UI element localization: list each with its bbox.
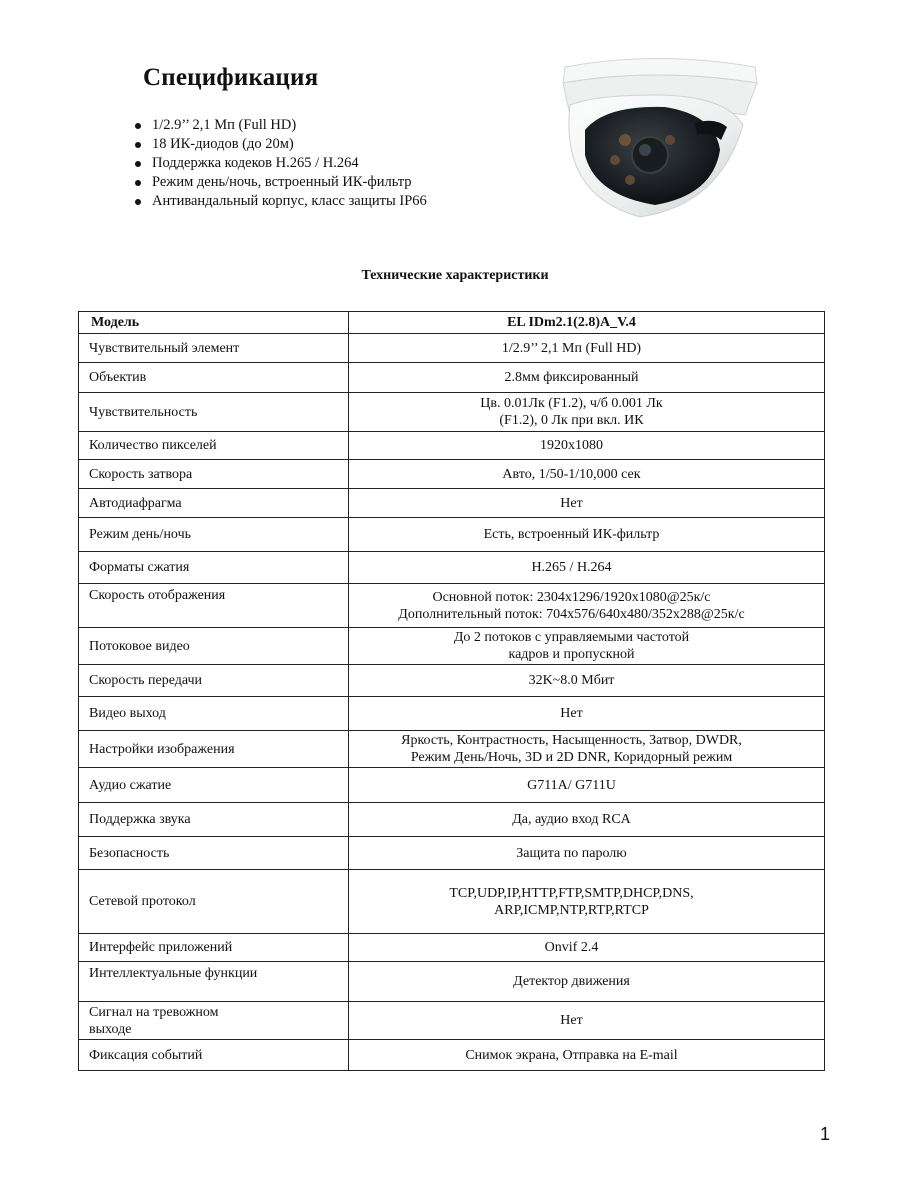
param-value: Детектор движения	[349, 962, 825, 1002]
table-row	[79, 768, 825, 803]
dome-camera-icon	[545, 45, 770, 225]
param-value: TCP,UDP,IP,HTTP,FTP,SMTP,DHCP,DNS, ARP,ICMP,NTP,RTP,RTCP	[349, 870, 825, 934]
page-title: Спецификация	[143, 64, 319, 91]
feature-item	[135, 173, 427, 192]
param-name: Количество пикселей	[79, 432, 349, 460]
param-name: Безопасность	[79, 837, 349, 870]
param-value: G711A/ G711U	[349, 768, 825, 803]
param-name: Поддержка звука	[79, 803, 349, 837]
bullet-icon	[135, 123, 141, 129]
param-name: Сетевой протокол	[79, 870, 349, 934]
param-name: Фиксация событий	[79, 1040, 349, 1071]
param-value: Есть, встроенный ИК-фильтр	[349, 518, 825, 552]
table-row	[79, 1040, 825, 1071]
bullet-icon	[135, 142, 141, 148]
table-row	[79, 432, 825, 460]
param-value: Цв. 0.01Лк (F1.2), ч/б 0.001 Лк (F1.2), 0 Лк при вкл. ИК	[349, 393, 825, 432]
param-name: Сигнал на тревожном выходе	[79, 1002, 349, 1040]
bullet-icon	[135, 180, 141, 186]
feature-text: Поддержка кодеков H.265 / H.264	[152, 155, 359, 171]
table-row	[79, 803, 825, 837]
param-value: Авто, 1/50-1/10,000 сек	[349, 460, 825, 489]
param-name: Интерфейс приложений	[79, 934, 349, 962]
param-name: Чувствительность	[79, 393, 349, 432]
model-value: EL IDm2.1(2.8)A_V.4	[349, 312, 825, 334]
feature-item	[135, 192, 427, 211]
bullet-icon	[135, 199, 141, 205]
param-name: Чувствительный элемент	[79, 334, 349, 363]
table-row	[79, 870, 825, 934]
feature-text: Режим день/ночь, встроенный ИК-фильтр	[152, 174, 412, 190]
param-name: Видео выход	[79, 697, 349, 731]
param-value: 1/2.9’’ 2,1 Мп (Full HD)	[349, 334, 825, 363]
table-row	[79, 628, 825, 665]
feature-list	[135, 116, 427, 211]
feature-item	[135, 135, 427, 154]
param-value: 1920x1080	[349, 432, 825, 460]
param-name: Скорость отображения	[79, 584, 349, 628]
param-value: До 2 потоков с управляемыми частотой кадров и пропускной	[349, 628, 825, 665]
table-header-row	[79, 312, 825, 334]
table-row	[79, 731, 825, 768]
table-row	[79, 489, 825, 518]
feature-item	[135, 154, 427, 173]
param-value: Нет	[349, 489, 825, 518]
feature-text: 18 ИК-диодов (до 20м)	[152, 136, 294, 152]
param-value: Да, аудио вход RCA	[349, 803, 825, 837]
param-name: Режим день/ночь	[79, 518, 349, 552]
table-row	[79, 697, 825, 731]
param-name: Форматы сжатия	[79, 552, 349, 584]
param-value: 32K~8.0 Мбит	[349, 665, 825, 697]
table-row	[79, 962, 825, 1002]
table-row	[79, 334, 825, 363]
param-name: Настройки изображения	[79, 731, 349, 768]
param-name: Потоковое видео	[79, 628, 349, 665]
param-value: Нет	[349, 697, 825, 731]
param-value: Яркость, Контрастность, Насыщенность, Затвор, DWDR, Режим День/Ночь, 3D и 2D DNR, Коридорный режим	[349, 731, 825, 768]
table-row	[79, 934, 825, 962]
param-name: Аудио сжатие	[79, 768, 349, 803]
feature-item	[135, 116, 427, 135]
table-row	[79, 552, 825, 584]
param-name: Интеллектуальные функции	[79, 962, 349, 1002]
param-value: 2.8мм фиксированный	[349, 363, 825, 393]
specs-heading: Технические характеристики	[361, 268, 549, 283]
table-row	[79, 665, 825, 697]
bullet-icon	[135, 161, 141, 167]
table-row	[79, 393, 825, 432]
table-row	[79, 1002, 825, 1040]
param-name: Скорость затвора	[79, 460, 349, 489]
param-value: Защита по паролю	[349, 837, 825, 870]
param-name: Автодиафрагма	[79, 489, 349, 518]
param-value: Нет	[349, 1002, 825, 1040]
table-row	[79, 460, 825, 489]
table-row	[79, 837, 825, 870]
feature-text: Антивандальный корпус, класс защиты IP66	[152, 193, 427, 209]
table-row	[79, 518, 825, 552]
param-name: Скорость передачи	[79, 665, 349, 697]
feature-text: 1/2.9’’ 2,1 Мп (Full HD)	[152, 117, 297, 133]
param-header: Модель	[79, 312, 349, 334]
param-name: Объектив	[79, 363, 349, 393]
param-value: Снимок экрана, Отправка на E-mail	[349, 1040, 825, 1071]
table-row	[79, 363, 825, 393]
specs-table	[78, 311, 825, 1071]
param-value: Основной поток: 2304x1296/1920x1080@25к/с Дополнительный поток: 704x576/640x480/352x288@25к/с	[349, 584, 825, 628]
page-number: 1	[819, 1124, 830, 1144]
table-row	[79, 584, 825, 628]
param-value: Onvif 2.4	[349, 934, 825, 962]
param-value: H.265 / H.264	[349, 552, 825, 584]
